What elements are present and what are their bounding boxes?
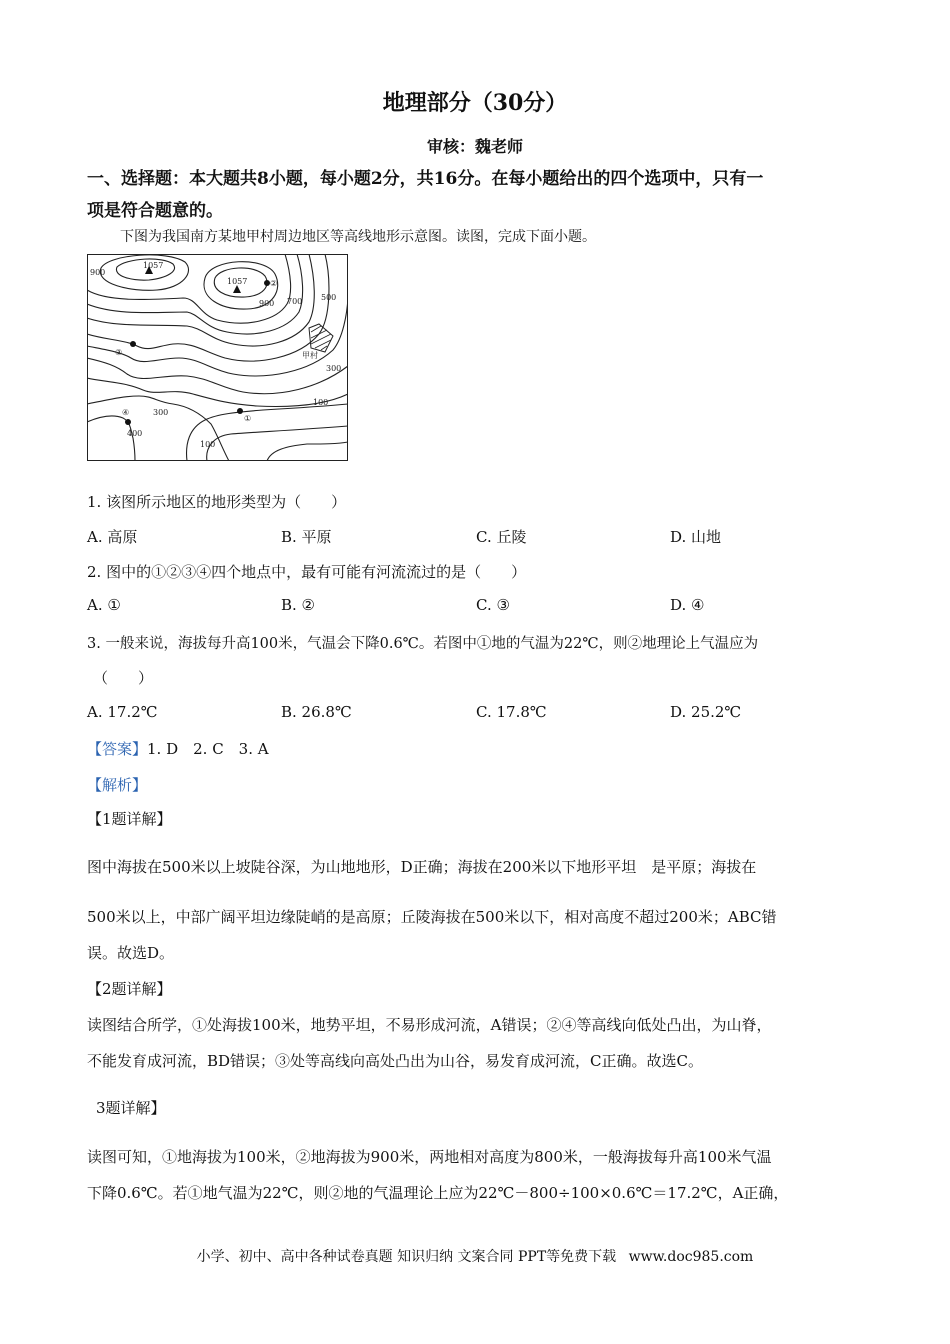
question-3-option-b: B. 26.8℃ <box>281 703 352 721</box>
point3-label: ③ <box>115 348 123 357</box>
question-1-option-b: B. 平原 <box>281 528 332 546</box>
section-heading-line2: 项是符合题意的。 <box>87 201 223 221</box>
question-2-option-b: B. ② <box>281 596 316 614</box>
detail-2-heading: 【2题详解】 <box>87 980 172 998</box>
question-3-stem: 3. 一般来说，海拔每升高100米，气温会下降0.6℃。若图中①地的气温为22℃，则②地理论上气温应为 <box>87 636 759 652</box>
answer-text: 1. D 2. C 3. A <box>147 740 269 758</box>
detail-3-heading: 3题详解】 <box>96 1099 166 1117</box>
detail-1-line-2: 500米以上，中部广阔平坦边缘陡峭的是高原；丘陵海拔在500米以下，相对高度不超过200米；ABC错 <box>87 908 777 926</box>
point1-label: ① <box>244 414 252 423</box>
page-footer <box>0 1246 950 1266</box>
point1-dot <box>237 408 243 414</box>
section-heading-line1: 一、选择题：本大题共8小题，每小题2分，共16分。在每小题给出的四个选项中，只有一 <box>87 169 764 189</box>
point4-dot <box>125 419 131 425</box>
footer-text: 小学、初中、高中各种试卷真题 知识归纳 文案合同 PPT等免费下载 <box>196 1249 617 1265</box>
question-2-stem: 2. 图中的①②③④四个地点中，最有可能有河流流过的是（ ） <box>87 563 527 581</box>
detail-3-line-1: 读图可知，①地海拔为100米，②地海拔为900米，两地相对高度为800米，一般海拔每升高100米气温 <box>87 1148 772 1166</box>
question-2-option-d: D. ④ <box>670 596 705 614</box>
question-1-stem: 1. 该图所示地区的地形类型为（ ） <box>87 493 347 511</box>
contour-label-300b: 300 <box>153 408 169 417</box>
detail-3-line-2: 下降0.6℃。若①地气温为22℃，则②地的气温理论上应为22℃－800÷100×0.6℃＝17.2℃，A正确， <box>87 1184 789 1202</box>
question-3-option-d: D. 25.2℃ <box>670 703 742 721</box>
question-1-option-c: C. 丘陵 <box>476 528 527 546</box>
analysis-label: 【解析】 <box>87 776 148 794</box>
answer-line <box>87 738 269 759</box>
question-1-option-d: D. 山地 <box>670 528 722 546</box>
question-2-option-a: A. ① <box>87 596 121 614</box>
contour-label-900a: 900 <box>90 268 106 277</box>
reviewer-line: 审核：魏老师 <box>426 137 523 156</box>
question-3-option-a: A. 17.2℃ <box>87 703 158 721</box>
detail-1-line-1: 图中海拔在500米以上坡陡谷深，为山地地形，D正确；海拔在200米以下地形平坦 是平原；海拔在 <box>87 858 757 876</box>
detail-2-line-2: 不能发育成河流，BD错误；③处等高线向高处凸出为山谷，易发育成河流，C正确。故选C。 <box>87 1052 704 1070</box>
point2-label: ② <box>270 279 278 288</box>
point4-label: ④ <box>122 408 130 417</box>
page-title: 地理部分（30分） <box>382 90 568 116</box>
detail-2-line-1: 读图结合所学，①处海拔100米，地势平坦，不易形成河流，A错误；②④等高线向低处凸出，为山脊， <box>87 1016 772 1034</box>
question-1-option-a: A. 高原 <box>87 528 138 546</box>
peak2-elevation: 1057 <box>227 277 248 286</box>
detail-1-heading: 【1题详解】 <box>87 810 172 828</box>
question-2-option-c: C. ③ <box>476 596 510 614</box>
contour-label-500: 500 <box>321 293 337 302</box>
contour-label-100a: 100 <box>313 398 329 407</box>
peak1-elevation: 1057 <box>143 261 164 270</box>
answer-label: 【答案】 <box>87 740 148 758</box>
contour-label-100b: 100 <box>200 440 216 449</box>
detail-1-line-3: 误。故选D。 <box>87 944 175 962</box>
question-3-option-c: C. 17.8℃ <box>476 703 547 721</box>
contour-map-figure <box>87 254 348 461</box>
contour-label-300a: 300 <box>326 364 342 373</box>
contour-label-900b: 900 <box>259 299 275 308</box>
footer-url[interactable]: www.doc985.com <box>628 1249 754 1265</box>
contour-label-700: 700 <box>287 297 303 306</box>
contour-label-400: 400 <box>127 429 143 438</box>
question-intro: 下图为我国南方某地甲村周边地区等高线地形示意图。读图，完成下面小题。 <box>120 229 596 245</box>
question-3-stem-continuation: （ ） <box>93 669 154 687</box>
point3-dot <box>130 341 136 347</box>
village-label: 甲村 <box>302 351 318 360</box>
